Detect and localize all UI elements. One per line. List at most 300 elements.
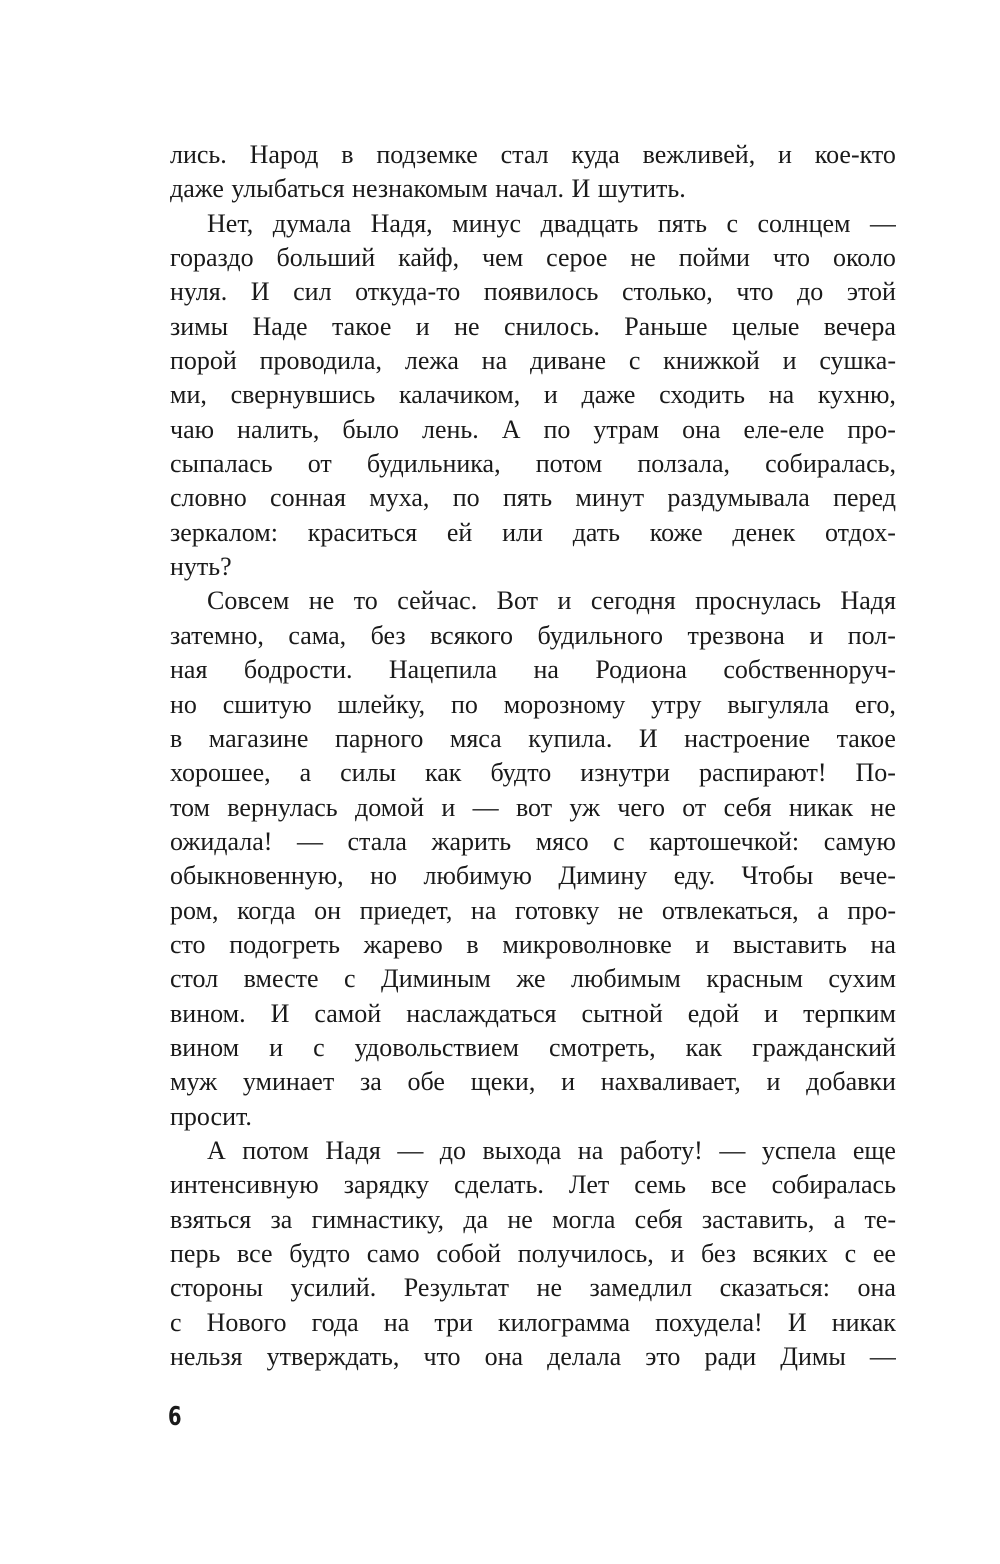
word: до (439, 1135, 467, 1165)
word: стол (170, 964, 219, 994)
word: сходить (659, 380, 745, 410)
word: Совсем (207, 586, 290, 616)
word: про- (847, 414, 896, 444)
word: на (577, 1135, 604, 1165)
text-line (170, 275, 896, 309)
word: собственноруч- (723, 655, 896, 685)
text-line (170, 378, 896, 412)
word: три (434, 1307, 473, 1337)
word: купила. (528, 723, 613, 753)
word: гражданский (752, 1032, 896, 1062)
word: Наде (252, 311, 308, 341)
word: уминает (242, 1067, 335, 1097)
word: и (764, 998, 779, 1028)
word: гимнастику, (311, 1204, 445, 1234)
word: Раньше (624, 311, 708, 341)
word: как (685, 1032, 723, 1062)
page-number: 6 (168, 1402, 182, 1432)
text-line (170, 447, 896, 481)
word: стал (500, 140, 549, 169)
text-line (170, 1168, 896, 1202)
word: про- (847, 895, 896, 925)
text-line (170, 413, 896, 447)
word: и (670, 1239, 685, 1268)
word: выгуляла (727, 689, 830, 719)
word: собиралась (771, 1170, 896, 1200)
word: ми, (170, 380, 207, 410)
word: за (270, 1204, 293, 1234)
word: Народ (249, 140, 319, 169)
text-line (170, 1271, 896, 1305)
word: с (344, 964, 356, 994)
word: не (870, 792, 896, 822)
word: И (270, 998, 290, 1028)
word: за (359, 1067, 382, 1097)
word: Надя, (370, 208, 433, 238)
word: — (397, 1135, 424, 1165)
word: пять (657, 208, 707, 238)
word: — (472, 792, 499, 822)
word: Чтобы (741, 861, 814, 891)
word: и (778, 140, 792, 169)
word: сегодня (590, 586, 676, 616)
word: похудела! (655, 1307, 763, 1337)
word: Надя (840, 586, 896, 616)
word: что (736, 277, 774, 307)
word: лежа (404, 346, 459, 376)
word: краситься (307, 517, 418, 547)
word: сказаться: (719, 1273, 830, 1303)
word: не (507, 1204, 533, 1234)
word: он (314, 895, 342, 925)
word: минут (575, 483, 645, 513)
word: она (484, 1342, 524, 1372)
word: на (533, 655, 559, 685)
word: подогреть (229, 929, 341, 959)
word: будильного (537, 620, 663, 650)
text-line (170, 1306, 896, 1340)
word: вином. (170, 998, 246, 1028)
word: Димину (558, 861, 648, 891)
word: от (682, 792, 707, 822)
word: распирают! (698, 758, 827, 788)
word: вместе (243, 964, 319, 994)
word: это (645, 1342, 681, 1372)
word: готовку (514, 895, 600, 925)
text-line (170, 1031, 896, 1065)
word: домой (354, 792, 425, 822)
word: А (207, 1135, 226, 1165)
word: целые (731, 311, 800, 341)
word: обе (407, 1067, 445, 1097)
word: любимым (570, 964, 681, 994)
word: Вот (496, 586, 539, 616)
word: и (441, 792, 456, 822)
word: словно (170, 483, 247, 513)
word: его, (854, 689, 896, 719)
word: самую (823, 826, 896, 856)
word: перед (833, 483, 896, 513)
word: красным (706, 964, 803, 994)
word: само (366, 1239, 420, 1268)
word: и (543, 380, 558, 410)
text-line (170, 859, 896, 893)
text-line: нуть? (170, 552, 232, 582)
text-line (170, 756, 896, 790)
word: снилось. (503, 311, 600, 341)
word: сыпалась (170, 449, 273, 479)
word: налить, (237, 414, 320, 444)
word: зеркалом: (170, 517, 278, 547)
word: килограмма (498, 1307, 631, 1337)
word: сейчас. (397, 586, 478, 616)
text-line (170, 1340, 896, 1374)
word: муж (170, 1067, 218, 1097)
word: все (711, 1170, 747, 1200)
word: заставить, (701, 1204, 815, 1234)
word: проснулась (695, 586, 821, 616)
word: ползала, (637, 449, 730, 479)
word: чаю (170, 414, 215, 444)
word: с (844, 1239, 857, 1268)
text-line: даже улыбаться незнакомым начал. И шутить. (170, 174, 686, 204)
word: том (170, 792, 210, 822)
word: силы (340, 758, 397, 788)
word: картошечкой: (649, 826, 800, 856)
word: сытной (581, 998, 663, 1028)
word: не (536, 1273, 562, 1303)
word: замедлил (589, 1273, 693, 1303)
word: откуда-то (355, 277, 461, 307)
word: могла (552, 1204, 616, 1234)
word: и (557, 586, 572, 616)
word: в (341, 140, 354, 169)
text-line (170, 653, 896, 687)
word: едой (687, 998, 740, 1028)
word: мяса (449, 723, 502, 753)
word: чего (617, 792, 665, 822)
word: по (452, 483, 480, 513)
word: ная (170, 655, 208, 685)
word: такое (836, 723, 896, 753)
word: кое-кто (814, 140, 896, 169)
word: сонная (270, 483, 346, 513)
word: выставить (732, 929, 847, 959)
word: подземке (376, 140, 478, 169)
word: в (466, 929, 479, 959)
text-line (170, 619, 896, 653)
word: пять (502, 483, 553, 513)
word: шлейку, (337, 689, 426, 719)
word: собиралась, (765, 449, 896, 479)
body-text (170, 138, 896, 1374)
word: Родиона (595, 655, 687, 685)
word: отвлекаться, (661, 895, 799, 925)
word: книжкой (663, 346, 760, 376)
word: сушка- (819, 346, 896, 376)
word: щеки, (470, 1067, 536, 1097)
word: а (833, 1204, 846, 1234)
word: даже (581, 380, 636, 410)
word: с (613, 826, 625, 856)
word: любимую (423, 861, 532, 891)
word: те- (864, 1204, 896, 1234)
word: еле-еле (743, 414, 825, 444)
word: больший (276, 243, 376, 273)
word: двадцать (540, 208, 639, 238)
word: на (768, 380, 795, 410)
word: морозному (503, 689, 626, 719)
word: лись. (170, 140, 227, 169)
word: — (719, 1135, 746, 1165)
word: бодрости. (243, 655, 353, 685)
word: утру (651, 689, 702, 719)
word: выхода (482, 1135, 562, 1165)
word: да (463, 1204, 489, 1234)
word: потом (535, 449, 603, 479)
word: когда (237, 895, 296, 925)
word: еще (852, 1135, 896, 1165)
word: до (797, 277, 824, 307)
word: диване (529, 346, 607, 376)
text-line (170, 1203, 896, 1237)
word: успела (761, 1135, 837, 1165)
word: хорошее, (170, 758, 271, 788)
word: такое (331, 311, 392, 341)
word: перь (170, 1239, 221, 1268)
word: но (370, 861, 398, 891)
text-line (170, 481, 896, 515)
word: вежливей, (642, 140, 756, 169)
word: добавки (806, 1067, 896, 1097)
word: денек (732, 517, 796, 547)
word: — (869, 208, 896, 238)
word: около (832, 243, 896, 273)
text-line (170, 894, 896, 928)
word: на (870, 929, 896, 959)
word: вернулась (227, 792, 338, 822)
word: в (170, 723, 183, 753)
word: свернувшись (230, 380, 376, 410)
word: И (250, 277, 270, 307)
word: сухим (828, 964, 896, 994)
word: и (782, 346, 797, 376)
word: стала (347, 826, 407, 856)
word: не (308, 586, 335, 616)
word: мясо (535, 826, 589, 856)
word: проводила, (259, 346, 383, 376)
word: и (695, 929, 710, 959)
word: вечера (823, 311, 896, 341)
word: обыкновенную, (170, 861, 344, 891)
word: магазине (208, 723, 309, 753)
word: Лет (568, 1170, 610, 1200)
word: стороны (170, 1273, 263, 1303)
word: наслаждаться (406, 998, 557, 1028)
word: не (617, 895, 644, 925)
word: делала (547, 1342, 622, 1372)
word: усилий. (290, 1273, 377, 1303)
word: будто (490, 758, 552, 788)
word: затемно, (170, 620, 264, 650)
text-line (170, 241, 896, 275)
word: вече- (839, 861, 896, 891)
word: жарить (431, 826, 512, 856)
word: и (766, 1067, 781, 1097)
text-line (170, 344, 896, 378)
word: смотреть, (548, 1032, 656, 1062)
word: раздумывала (667, 483, 810, 513)
word: порой (170, 346, 237, 376)
word: сшитую (222, 689, 312, 719)
word: она (682, 414, 721, 444)
word: а (299, 758, 312, 788)
word: этой (846, 277, 896, 307)
word: ради (704, 1342, 757, 1372)
word: на (383, 1307, 410, 1337)
word: на (481, 346, 508, 376)
word: с (726, 208, 739, 238)
word: дать (572, 517, 621, 547)
word: никак (831, 1307, 896, 1337)
word: еду. (673, 861, 716, 891)
word: нуля. (170, 277, 228, 307)
word: от (307, 449, 332, 479)
word: а (817, 895, 829, 925)
word: кайф, (398, 243, 460, 273)
word: муха, (369, 483, 430, 513)
text-line (170, 997, 896, 1031)
word: и (415, 311, 430, 341)
word: А (501, 414, 521, 444)
text-line (170, 688, 896, 722)
word: Нацепила (388, 655, 498, 685)
word: как (425, 758, 462, 788)
word: года (311, 1307, 359, 1337)
word: не (454, 311, 480, 341)
word: Диминым (381, 964, 491, 994)
text-line (170, 1065, 896, 1099)
word: — (296, 826, 323, 856)
word: — (869, 1342, 896, 1372)
word: всяких (752, 1239, 828, 1268)
word: будильника, (366, 449, 501, 479)
text-line (170, 207, 896, 241)
word: Надя (325, 1135, 381, 1165)
word: думала (272, 208, 352, 238)
word: по (450, 689, 478, 719)
word: нахваливает, (600, 1067, 741, 1097)
text-line (170, 962, 896, 996)
word: или (502, 517, 543, 547)
text-line (170, 825, 896, 859)
word: Нет, (207, 208, 254, 238)
word: и (269, 1032, 284, 1062)
text-line (170, 1134, 896, 1168)
word: сделать. (454, 1170, 544, 1200)
word: без (370, 620, 406, 650)
word: нельзя (170, 1342, 243, 1372)
word: получилось, (517, 1239, 654, 1268)
word: вином (170, 1032, 240, 1062)
word: не (630, 243, 656, 273)
word: солнцем (757, 208, 851, 238)
word: зарядку (343, 1170, 429, 1200)
word: И (787, 1307, 807, 1337)
word: утверждать, (266, 1342, 400, 1372)
word: потом (242, 1135, 309, 1165)
word: сил (293, 277, 332, 307)
text-line (170, 138, 896, 172)
word: с (170, 1307, 182, 1337)
word: ожидала! (170, 826, 273, 856)
word: пол- (847, 620, 896, 650)
word: что (772, 243, 811, 273)
text-line (170, 722, 896, 756)
word: было (342, 414, 399, 444)
word: сама, (288, 620, 347, 650)
word: работу! (619, 1135, 703, 1165)
word: по (543, 414, 571, 444)
word: Димы (780, 1342, 846, 1372)
word: пойми (678, 243, 750, 273)
word: отдох- (825, 517, 896, 547)
word: то (353, 586, 378, 616)
word: микроволновке (502, 929, 672, 959)
word: никак (788, 792, 854, 822)
word: же (516, 964, 546, 994)
word: интенсивную (170, 1170, 319, 1200)
word: серое (546, 243, 608, 273)
word: настроение (684, 723, 811, 753)
word: всякого (430, 620, 514, 650)
word: Результат (403, 1273, 510, 1303)
text-line (170, 791, 896, 825)
word: и (561, 1067, 575, 1097)
word: но (170, 689, 197, 719)
word: удовольствием (354, 1032, 519, 1062)
word: изнутри (580, 758, 670, 788)
word: уж (569, 792, 600, 822)
word: калачиком, (398, 380, 521, 410)
word: минус (452, 208, 521, 238)
word: лень. (421, 414, 479, 444)
word: все (237, 1239, 273, 1268)
word: семь (634, 1170, 686, 1200)
text-line (170, 310, 896, 344)
word: ее (872, 1239, 896, 1268)
text-line (170, 584, 896, 618)
word: без (701, 1239, 737, 1268)
word: самой (314, 998, 382, 1028)
word: куда (571, 140, 620, 169)
text-line (170, 516, 896, 550)
text-line: просит. (170, 1101, 252, 1131)
word: себя (634, 1204, 683, 1234)
word: И (638, 723, 658, 753)
word: появилось (483, 277, 599, 307)
word: жарево (363, 929, 443, 959)
word: она (857, 1273, 896, 1303)
text-line (170, 928, 896, 962)
word: парного (334, 723, 424, 753)
text-line (170, 1237, 896, 1271)
word: терпким (803, 998, 896, 1028)
word: По- (855, 758, 896, 788)
word: приедет, (359, 895, 453, 925)
word: столько, (621, 277, 713, 307)
word: и (809, 620, 824, 650)
